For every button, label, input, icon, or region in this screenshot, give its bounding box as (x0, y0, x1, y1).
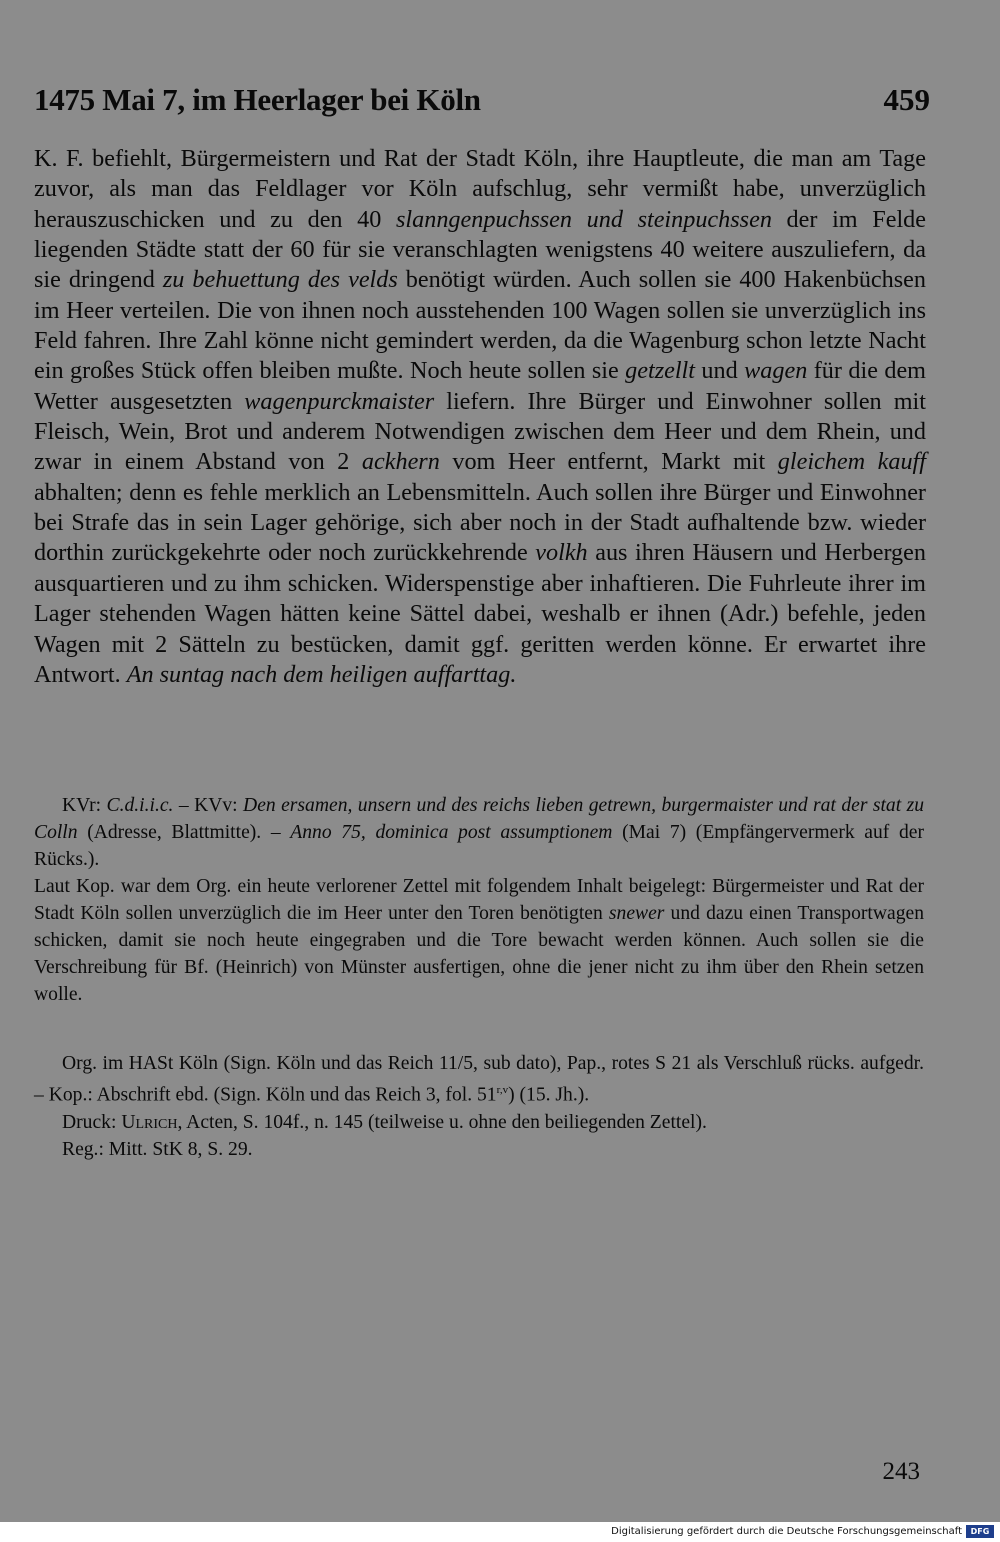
apparatus-notes (34, 792, 924, 1008)
source-references (34, 1050, 924, 1163)
print-reference: Druck: Ulrich, Acten, S. 104f., n. 145 (teilweise u. ohne den beiliegenden Zettel). (62, 1111, 707, 1133)
enclosure-note: Laut Kop. war dem Org. ein heute verlorener Zettel mit folgendem Inhalt beigelegt: Bürgermeister und Rat der Stadt Köln sollen unverzüglich die im Heer unter den Toren benötigten snewer und dazu einen Transportwagen schicken, damit sie noch heute eingegraben und die Tore bewacht werden können. Auch sollen sie die Verschreibung für Bf. (Heinrich) von Münster ausfertigen, ohne die jener nicht zu ihm über den Rhein setzen wolle. (34, 876, 925, 1005)
main-regest-text (34, 144, 926, 690)
footer-page-number: 243 (882, 1458, 920, 1485)
running-head-page-number: 459 (883, 82, 930, 117)
credit-text: Digitalisierung gefördert durch die Deutsche Forschungsgemeinschaft (611, 1526, 962, 1537)
running-head-title: 1475 Mai 7, im Heerlager bei Köln (34, 82, 481, 117)
regest-paragraph: K. F. befiehlt, Bürgermeistern und Rat der Stadt Köln, ihre Hauptleute, die man am Tage zuvor, als man das Feldlager vor Köln aufschlug, sehr vermißt habe, unverzüglich herauszuschicken und zu den 40 slanngenpuchssen und steinpuchssen der im Felde liegenden Städte statt der 60 für sie veranschlagten wenigstens 40 weitere auszuliefern, da sie dringend zu behuettung des velds benötigt würden. Auch sollen sie 400 Hakenbüchsen im Heer verteilen. Die von ihnen noch ausstehenden 100 Wagen sollen sie unverzüglich ins Feld fahren. Ihre Zahl könne nicht gemindert werden, da die Wagenburg schon letzte Nacht ein großes Stück offen bleiben mußte. Noch heute sollen sie getzellt und wagen für die dem Wetter ausgesetzten wagenpurckmaister liefern. Ihre Bürger und Einwohner sollen mit Fleisch, Wein, Brot und anderem Notwendigen zwischen dem Heer und dem Rhein, und zwar in einem Abstand von 2 ackhern vom Heer entfernt, Markt mit gleichem kauff abhalten; denn es fehle merklich an Lebensmitteln. Auch sollen ihre Bürger und Einwohner bei Strafe das in sein Lager gehörige, sich aber noch in der Stadt aufhaltende bzw. wieder dorthin zurückgekehrte oder noch zurückkehrende volkh aus ihren Häusern und Herbergen ausquartieren und zu ihm schicken. Widerspenstige aber inhaftieren. Die Fuhrleute ihrer im Lager stehenden Wagen hätten keine Sättel dabei, weshalb er ihnen (Adr.) befehle, jeden Wagen mit 2 Sätteln zu bestücken, damit ggf. geritten werden könne. Er erwartet ihre Antwort. An suntag nach dem heiligen auffarttag. (34, 145, 926, 688)
regest-reference: Reg.: Mitt. StK 8, S. 29. (62, 1138, 253, 1160)
original-reference: Org. im HASt Köln (Sign. Köln und das Reich 11/5, sub dato), Pap., rotes S 21 als Verschluß rücks. aufgedr. – Kop.: Abschrift ebd. (Sign. Köln und das Reich 3, fol. 51$^{r,v}$) (15. Jh.). (34, 1053, 924, 1106)
endorsement-note: KVr: C.d.i.i.c. – KVv: Den ersamen, unsern und des reichs lieben getrewn, burgermaister und rat der stat zu Colln (Adresse, Blattmitte). – Anno 75, dominica post assumptionem (Mai 7) (Empfängervermerk auf der Rücks.). (34, 795, 924, 870)
dfg-logo-icon: DFG (966, 1525, 994, 1538)
digitization-credit-bar (0, 1522, 1000, 1542)
